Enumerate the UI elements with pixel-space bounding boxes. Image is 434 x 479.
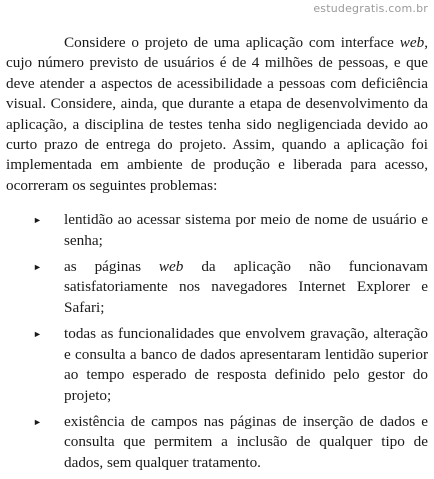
question-text [6, 33, 428, 479]
problem-list [6, 210, 428, 473]
intro-web-emphasis: web [399, 34, 425, 51]
list-item [6, 324, 428, 406]
watermark: estudegratis.com.br [313, 2, 428, 15]
triangle-bullet-icon: ► [33, 329, 42, 340]
list-item-web-emphasis: web [158, 258, 184, 276]
list-item-text-pre: as páginas [64, 258, 159, 276]
list-item [6, 257, 428, 318]
triangle-bullet-icon: ► [33, 215, 42, 226]
list-item-text: lentidão ao acessar sistema por meio de nome de usuário e senha; [64, 211, 428, 249]
intro-text-part1: Considere o projeto de uma aplicação com interface [64, 34, 400, 51]
intro-paragraph [6, 33, 428, 196]
list-item-text: todas as funcionalidades que envolvem gravação, alteração e consulta a banco de dados apresentaram lentidão superior ao tempo esperado de resposta definido pelo gestor do projeto; [64, 325, 428, 404]
list-item [6, 210, 428, 251]
triangle-bullet-icon: ► [33, 262, 42, 273]
list-item-text: existência de campos nas páginas de inserção de dados e consulta que permitem a inclusão de qualquer tipo de dados, sem qualquer tratamento. [64, 412, 428, 471]
list-item [6, 412, 428, 473]
triangle-bullet-icon: ► [33, 416, 42, 427]
list-item-text-post: da aplicação não funcionavam satisfatoriamente nos navegadores Internet Explorer e Safari; [64, 258, 428, 316]
intro-text-part2: , cujo número previsto de usuários é de 4 milhões de pessoas, e que deve atender a aspectos de acessibilidade a pessoas com deficiência visual. Considere, ainda, que durante a etapa de desenvolvimento da aplicação, a disciplina de testes tenha sido negligenciada devido ao curto prazo de entrega do projeto. Assim, quando a aplicação foi implementada em ambiente de produção e liberada para acesso, ocorreram os seguintes problemas: [6, 34, 428, 194]
